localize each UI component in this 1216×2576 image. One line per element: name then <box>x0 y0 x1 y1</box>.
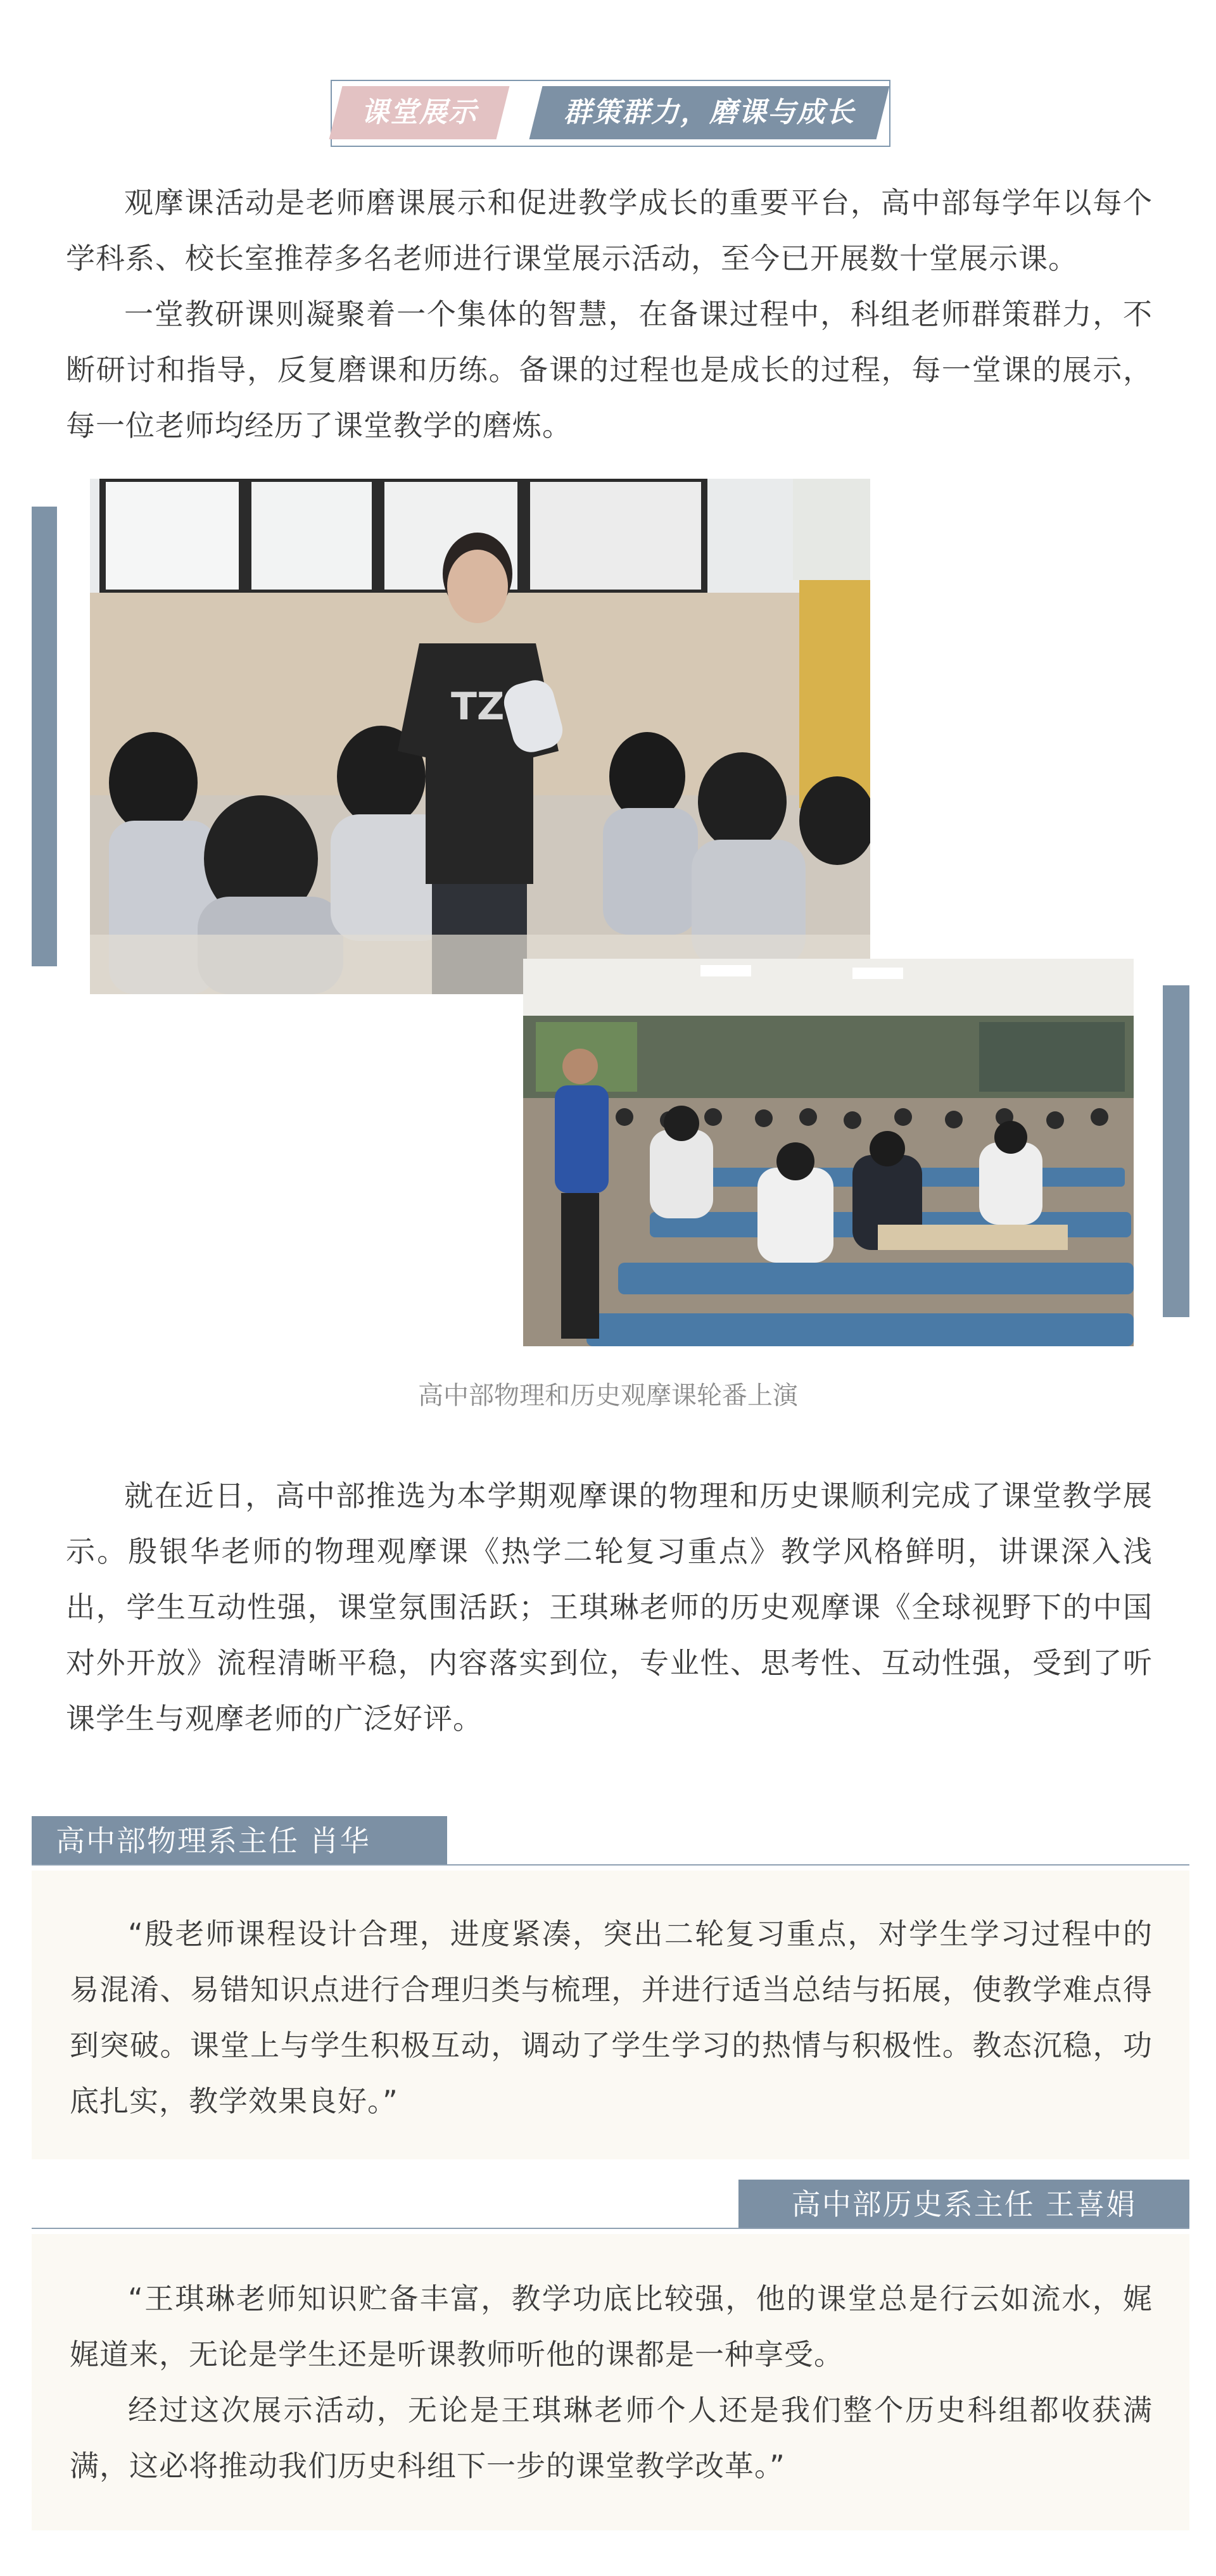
body-text <box>66 1468 1153 1746</box>
decor-bar-left <box>32 507 57 966</box>
divider-line <box>32 2228 1189 2229</box>
quote-history-paragraph-1: “王琪琳老师知识贮备丰富，教学功底比较强，他的课堂总是行云如流水，娓娓道来，无论是学生还是听课教师听他的课都是一种享受。 <box>70 2282 1153 2371</box>
banner-tag-left: 课堂展示 <box>361 96 478 129</box>
quote-physics-text: “殷老师课程设计合理，进度紧凑，突出二轮复习重点，对学生学习过程中的易混淆、易错知识点进行合理归类与梳理，并进行适当总结与拓展，使教学难点得到突破。课堂上与学生积极互动，调动了学生学习的热情与积极性。教态沉稳，功底扎实，教学效果良好。” <box>70 1917 1153 2118</box>
photo-caption: 高中部物理和历史观摩课轮番上演 <box>418 1381 798 1410</box>
photo-physics-class <box>90 479 870 994</box>
speaker-heading-physics: 高中部物理系主任 肖华 <box>32 1816 447 1866</box>
quote-history <box>70 2271 1153 2494</box>
speaker-heading-history: 高中部历史系主任 王喜娟 <box>738 2180 1189 2229</box>
intro-paragraph-1: 观摩课活动是老师磨课展示和促进教学成长的重要平台，高中部每学年以每个学科系、校长室推荐多名老师进行课堂展示活动，至今已开展数十堂展示课。 <box>66 186 1153 275</box>
divider-line <box>32 1864 1189 1866</box>
intro-text <box>66 175 1153 453</box>
quote-physics <box>70 1906 1153 2129</box>
body-paragraph-1: 就在近日，高中部推选为本学期观摩课的物理和历史课顺利完成了课堂教学展示。殷银华老师的物理观摩课《热学二轮复习重点》教学风格鲜明，讲课深入浅出，学生互动性强，课堂氛围活跃；王琪琳老师的历史观摩课《全球视野下的中国对外开放》流程清晰平稳，内容落实到位，专业性、思考性、互动性强，受到了听课学生与观摩老师的广泛好评。 <box>66 1479 1153 1736</box>
photo-history-class <box>523 959 1134 1346</box>
quote-history-paragraph-2: 经过这次展示活动，无论是王琪琳老师个人还是我们整个历史科组都收获满满，这必将推动我们历史科组下一步的课堂教学改革。” <box>70 2393 1153 2483</box>
shirt-print: TZ <box>451 685 505 729</box>
intro-paragraph-2: 一堂教研课则凝聚着一个集体的智慧，在备课过程中，科组老师群策群力，不断研讨和指导，反复磨课和历练。备课的过程也是成长的过程，每一堂课的展示，每一位老师均经历了课堂教学的磨炼。 <box>66 297 1153 443</box>
decor-bar-right <box>1163 985 1189 1317</box>
banner-tag-right: 群策群力，磨课与成长 <box>564 96 855 129</box>
